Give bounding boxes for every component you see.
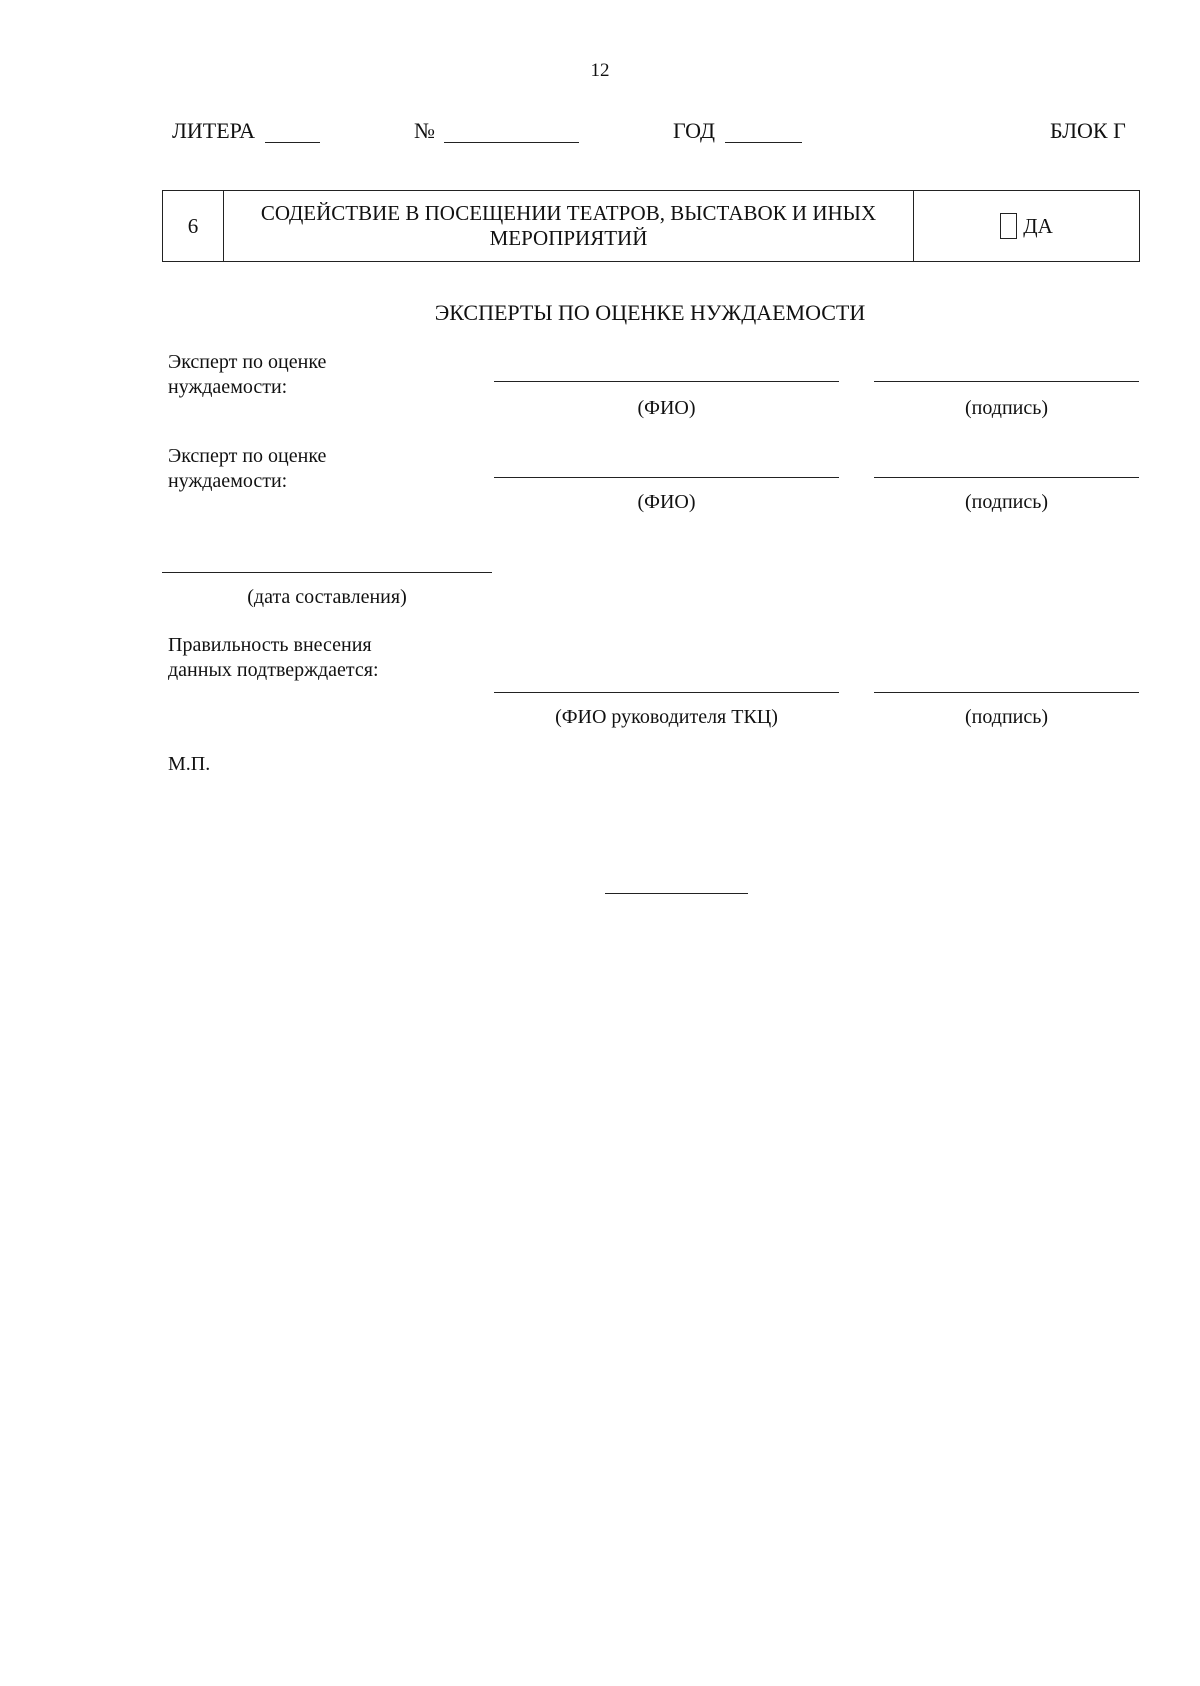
yes-label: ДА [1023, 213, 1053, 238]
number-field-line[interactable] [444, 142, 579, 143]
year-field-line[interactable] [725, 142, 802, 143]
litera-field-line[interactable] [265, 142, 320, 143]
expert-name-line-1[interactable] [494, 381, 839, 382]
date-caption: (дата составления) [247, 586, 407, 608]
yes-checkbox[interactable] [1000, 213, 1017, 239]
service-number: 6 [163, 191, 224, 261]
expert-signature-line-1[interactable] [874, 381, 1139, 382]
block-label: БЛОК Г [1050, 118, 1126, 143]
expert-label-2: Эксперт по оценке нуждаемости: [168, 445, 327, 492]
expert-name-caption-2: (ФИО) [637, 491, 696, 513]
service-table [162, 190, 1140, 262]
expert-name-line-2[interactable] [494, 477, 839, 478]
manager-name-caption: (ФИО руководителя ТКЦ) [555, 706, 778, 728]
service-answer [914, 191, 1139, 261]
expert-signature-caption-2: (подпись) [964, 491, 1049, 513]
expert-name-caption-1: (ФИО) [637, 397, 696, 419]
end-divider [605, 893, 748, 894]
manager-name-line[interactable] [494, 692, 839, 693]
number-label: № [414, 118, 435, 143]
stamp-label: М.П. [168, 753, 211, 775]
service-title: СОДЕЙСТВИЕ В ПОСЕЩЕНИИ ТЕАТРОВ, ВЫСТАВОК И ИНЫХ МЕРОПРИЯТИЙ [224, 191, 914, 261]
manager-signature-line[interactable] [874, 692, 1139, 693]
date-line[interactable] [162, 572, 492, 573]
expert-signature-caption-1: (подпись) [964, 397, 1049, 419]
manager-signature-caption: (подпись) [964, 706, 1049, 728]
page-number: 12 [590, 60, 610, 81]
confirmation-label: Правильность внесения данных подтверждается: [168, 634, 379, 681]
expert-signature-line-2[interactable] [874, 477, 1139, 478]
expert-label-1: Эксперт по оценке нуждаемости: [168, 351, 327, 398]
litera-label: ЛИТЕРА [172, 118, 255, 143]
experts-section-title: ЭКСПЕРТЫ ПО ОЦЕНКЕ НУЖДАЕМОСТИ [434, 300, 866, 325]
year-label: ГОД [673, 118, 715, 143]
